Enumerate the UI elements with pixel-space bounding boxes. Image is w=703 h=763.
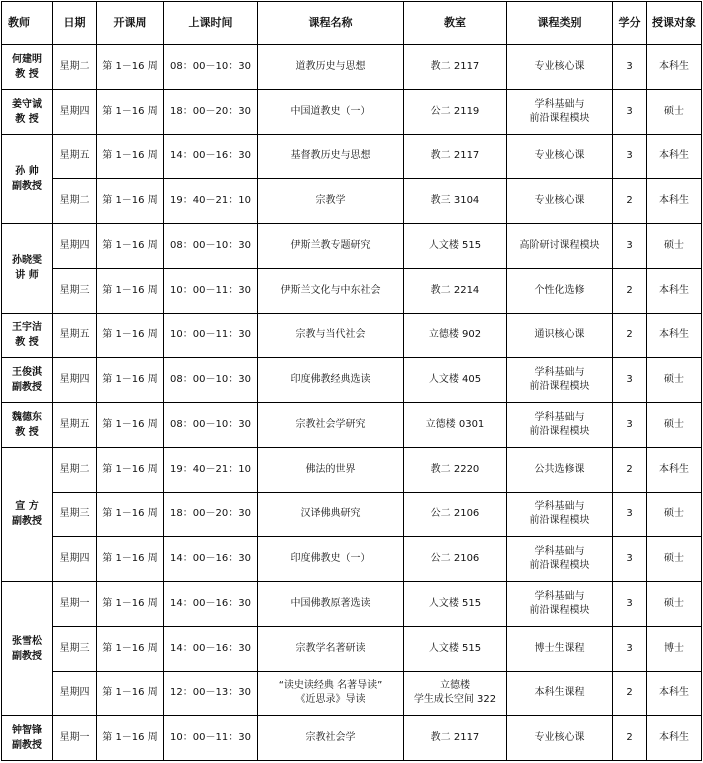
room-cell: 人文楼 515 xyxy=(404,626,507,671)
table-row xyxy=(2,224,702,269)
day-cell: 星期四 xyxy=(53,224,97,269)
room-cell: 立德楼 0301 xyxy=(404,403,507,448)
credit-cell: 3 xyxy=(613,134,647,179)
day-cell: 星期五 xyxy=(53,403,97,448)
course-cell: 宗教与当代社会 xyxy=(258,313,404,358)
table-row xyxy=(2,447,702,492)
audience-cell: 本科生 xyxy=(647,268,702,313)
category-cell: 学科基础与 前沿课程模块 xyxy=(507,582,613,627)
audience-cell: 硕士 xyxy=(647,403,702,448)
weeks-cell: 第 1－16 周 xyxy=(97,671,164,716)
course-cell: 伊斯兰教专题研究 xyxy=(258,224,404,269)
table-row xyxy=(2,582,702,627)
course-cell: 中国道教史（一） xyxy=(258,89,404,134)
credit-cell: 2 xyxy=(613,671,647,716)
day-cell: 星期四 xyxy=(53,537,97,582)
time-cell: 08：00－10：30 xyxy=(164,403,258,448)
weeks-cell: 第 1－16 周 xyxy=(97,492,164,537)
category-cell: 本科生课程 xyxy=(507,671,613,716)
room-cell: 教二 2117 xyxy=(404,134,507,179)
weeks-cell: 第 1－16 周 xyxy=(97,626,164,671)
room-cell: 人文楼 515 xyxy=(404,582,507,627)
credit-cell: 2 xyxy=(613,716,647,761)
room-cell: 立德楼 902 xyxy=(404,313,507,358)
weeks-cell: 第 1－16 周 xyxy=(97,179,164,224)
time-cell: 14：00－16：30 xyxy=(164,134,258,179)
table-row xyxy=(2,626,702,671)
header-teacher: 教师 xyxy=(2,2,53,45)
weeks-cell: 第 1－16 周 xyxy=(97,582,164,627)
course-cell: 宗教社会学研究 xyxy=(258,403,404,448)
category-cell: 专业核心课 xyxy=(507,134,613,179)
category-cell: 学科基础与 前沿课程模块 xyxy=(507,403,613,448)
credit-cell: 3 xyxy=(613,537,647,582)
teacher-cell: 姜守诚 教 授 xyxy=(2,89,53,134)
time-cell: 18：00－20：30 xyxy=(164,492,258,537)
room-cell: 教二 2220 xyxy=(404,447,507,492)
category-cell: 学科基础与 前沿课程模块 xyxy=(507,358,613,403)
day-cell: 星期三 xyxy=(53,268,97,313)
course-schedule-table xyxy=(1,1,702,761)
course-cell: 伊斯兰文化与中东社会 xyxy=(258,268,404,313)
room-cell: 人文楼 515 xyxy=(404,224,507,269)
header-time: 上课时间 xyxy=(164,2,258,45)
header-audience: 授课对象 xyxy=(647,2,702,45)
audience-cell: 本科生 xyxy=(647,179,702,224)
table-row xyxy=(2,716,702,761)
table-row xyxy=(2,134,702,179)
category-cell: 学科基础与 前沿课程模块 xyxy=(507,492,613,537)
credit-cell: 2 xyxy=(613,179,647,224)
time-cell: 10：00－11：30 xyxy=(164,313,258,358)
credit-cell: 3 xyxy=(613,626,647,671)
teacher-cell: 王俊淇 副教授 xyxy=(2,358,53,403)
weeks-cell: 第 1－16 周 xyxy=(97,134,164,179)
category-cell: 公共选修课 xyxy=(507,447,613,492)
category-cell: 学科基础与 前沿课程模块 xyxy=(507,537,613,582)
table-row xyxy=(2,179,702,224)
time-cell: 14：00－16：30 xyxy=(164,582,258,627)
teacher-cell: 宣 方 副教授 xyxy=(2,447,53,581)
weeks-cell: 第 1－16 周 xyxy=(97,447,164,492)
category-cell: 高阶研讨课程模块 xyxy=(507,224,613,269)
table-row xyxy=(2,403,702,448)
course-cell: 基督教历史与思想 xyxy=(258,134,404,179)
table-row xyxy=(2,358,702,403)
day-cell: 星期五 xyxy=(53,134,97,179)
time-cell: 08：00－10：30 xyxy=(164,358,258,403)
course-cell: 印度佛教史（一） xyxy=(258,537,404,582)
table-row xyxy=(2,45,702,90)
category-cell: 博士生课程 xyxy=(507,626,613,671)
credit-cell: 3 xyxy=(613,492,647,537)
room-cell: 立德楼 学生成长空间 322 xyxy=(404,671,507,716)
room-cell: 公二 2119 xyxy=(404,89,507,134)
header-day: 日期 xyxy=(53,2,97,45)
header-credit: 学分 xyxy=(613,2,647,45)
weeks-cell: 第 1－16 周 xyxy=(97,89,164,134)
audience-cell: 硕士 xyxy=(647,537,702,582)
time-cell: 18：00－20：30 xyxy=(164,89,258,134)
day-cell: 星期一 xyxy=(53,582,97,627)
room-cell: 教二 2117 xyxy=(404,716,507,761)
header-course: 课程名称 xyxy=(258,2,404,45)
table-row xyxy=(2,492,702,537)
time-cell: 08：00－10：30 xyxy=(164,224,258,269)
table-row xyxy=(2,671,702,716)
table-row xyxy=(2,268,702,313)
credit-cell: 2 xyxy=(613,447,647,492)
day-cell: 星期三 xyxy=(53,626,97,671)
weeks-cell: 第 1－16 周 xyxy=(97,716,164,761)
audience-cell: 本科生 xyxy=(647,45,702,90)
table-row xyxy=(2,537,702,582)
time-cell: 08：00－10：30 xyxy=(164,45,258,90)
header-room: 教室 xyxy=(404,2,507,45)
credit-cell: 3 xyxy=(613,224,647,269)
table-row xyxy=(2,89,702,134)
weeks-cell: 第 1－16 周 xyxy=(97,313,164,358)
day-cell: 星期三 xyxy=(53,492,97,537)
teacher-cell: 魏德东 教 授 xyxy=(2,403,53,448)
time-cell: 12：00－13：30 xyxy=(164,671,258,716)
header-weeks: 开课周 xyxy=(97,2,164,45)
time-cell: 19：40－21：10 xyxy=(164,447,258,492)
day-cell: 星期二 xyxy=(53,179,97,224)
credit-cell: 3 xyxy=(613,358,647,403)
teacher-cell: 张雪松 副教授 xyxy=(2,582,53,716)
audience-cell: 博士 xyxy=(647,626,702,671)
course-cell: 宗教社会学 xyxy=(258,716,404,761)
credit-cell: 3 xyxy=(613,89,647,134)
weeks-cell: 第 1－16 周 xyxy=(97,45,164,90)
category-cell: 专业核心课 xyxy=(507,45,613,90)
weeks-cell: 第 1－16 周 xyxy=(97,537,164,582)
weeks-cell: 第 1－16 周 xyxy=(97,268,164,313)
audience-cell: 本科生 xyxy=(647,447,702,492)
teacher-cell: 孙 帅 副教授 xyxy=(2,134,53,224)
time-cell: 19：40－21：10 xyxy=(164,179,258,224)
time-cell: 14：00－16：30 xyxy=(164,537,258,582)
schedule-body xyxy=(2,45,702,761)
course-cell: 道教历史与思想 xyxy=(258,45,404,90)
credit-cell: 2 xyxy=(613,268,647,313)
day-cell: 星期五 xyxy=(53,313,97,358)
audience-cell: 本科生 xyxy=(647,134,702,179)
course-cell: 汉译佛典研究 xyxy=(258,492,404,537)
audience-cell: 硕士 xyxy=(647,89,702,134)
teacher-cell: 何建明 教 授 xyxy=(2,45,53,90)
category-cell: 通识核心课 xyxy=(507,313,613,358)
audience-cell: 硕士 xyxy=(647,358,702,403)
category-cell: 个性化选修 xyxy=(507,268,613,313)
time-cell: 14：00－16：30 xyxy=(164,626,258,671)
audience-cell: 硕士 xyxy=(647,492,702,537)
credit-cell: 3 xyxy=(613,45,647,90)
day-cell: 星期四 xyxy=(53,671,97,716)
day-cell: 星期四 xyxy=(53,89,97,134)
header-category: 课程类别 xyxy=(507,2,613,45)
audience-cell: 本科生 xyxy=(647,671,702,716)
day-cell: 星期二 xyxy=(53,447,97,492)
day-cell: 星期四 xyxy=(53,358,97,403)
day-cell: 星期一 xyxy=(53,716,97,761)
room-cell: 人文楼 405 xyxy=(404,358,507,403)
room-cell: 教二 2214 xyxy=(404,268,507,313)
weeks-cell: 第 1－16 周 xyxy=(97,358,164,403)
course-cell: 佛法的世界 xyxy=(258,447,404,492)
audience-cell: 硕士 xyxy=(647,582,702,627)
weeks-cell: 第 1－16 周 xyxy=(97,403,164,448)
course-cell: 宗教学名著研读 xyxy=(258,626,404,671)
time-cell: 10：00－11：30 xyxy=(164,716,258,761)
course-cell: “读史读经典 名著导读” 《近思录》导读 xyxy=(258,671,404,716)
audience-cell: 硕士 xyxy=(647,224,702,269)
audience-cell: 本科生 xyxy=(647,313,702,358)
teacher-cell: 孙晓雯 讲 师 xyxy=(2,224,53,314)
teacher-cell: 钟智锋 副教授 xyxy=(2,716,53,761)
table-row xyxy=(2,313,702,358)
room-cell: 公二 2106 xyxy=(404,492,507,537)
weeks-cell: 第 1－16 周 xyxy=(97,224,164,269)
credit-cell: 3 xyxy=(613,403,647,448)
category-cell: 学科基础与 前沿课程模块 xyxy=(507,89,613,134)
category-cell: 专业核心课 xyxy=(507,179,613,224)
credit-cell: 3 xyxy=(613,582,647,627)
credit-cell: 2 xyxy=(613,313,647,358)
teacher-cell: 王宇洁 教 授 xyxy=(2,313,53,358)
course-cell: 中国佛教原著选读 xyxy=(258,582,404,627)
room-cell: 教三 3104 xyxy=(404,179,507,224)
time-cell: 10：00－11：30 xyxy=(164,268,258,313)
day-cell: 星期二 xyxy=(53,45,97,90)
course-cell: 宗教学 xyxy=(258,179,404,224)
room-cell: 教二 2117 xyxy=(404,45,507,90)
course-cell: 印度佛教经典选读 xyxy=(258,358,404,403)
room-cell: 公二 2106 xyxy=(404,537,507,582)
audience-cell: 本科生 xyxy=(647,716,702,761)
category-cell: 专业核心课 xyxy=(507,716,613,761)
header-row xyxy=(2,2,702,45)
